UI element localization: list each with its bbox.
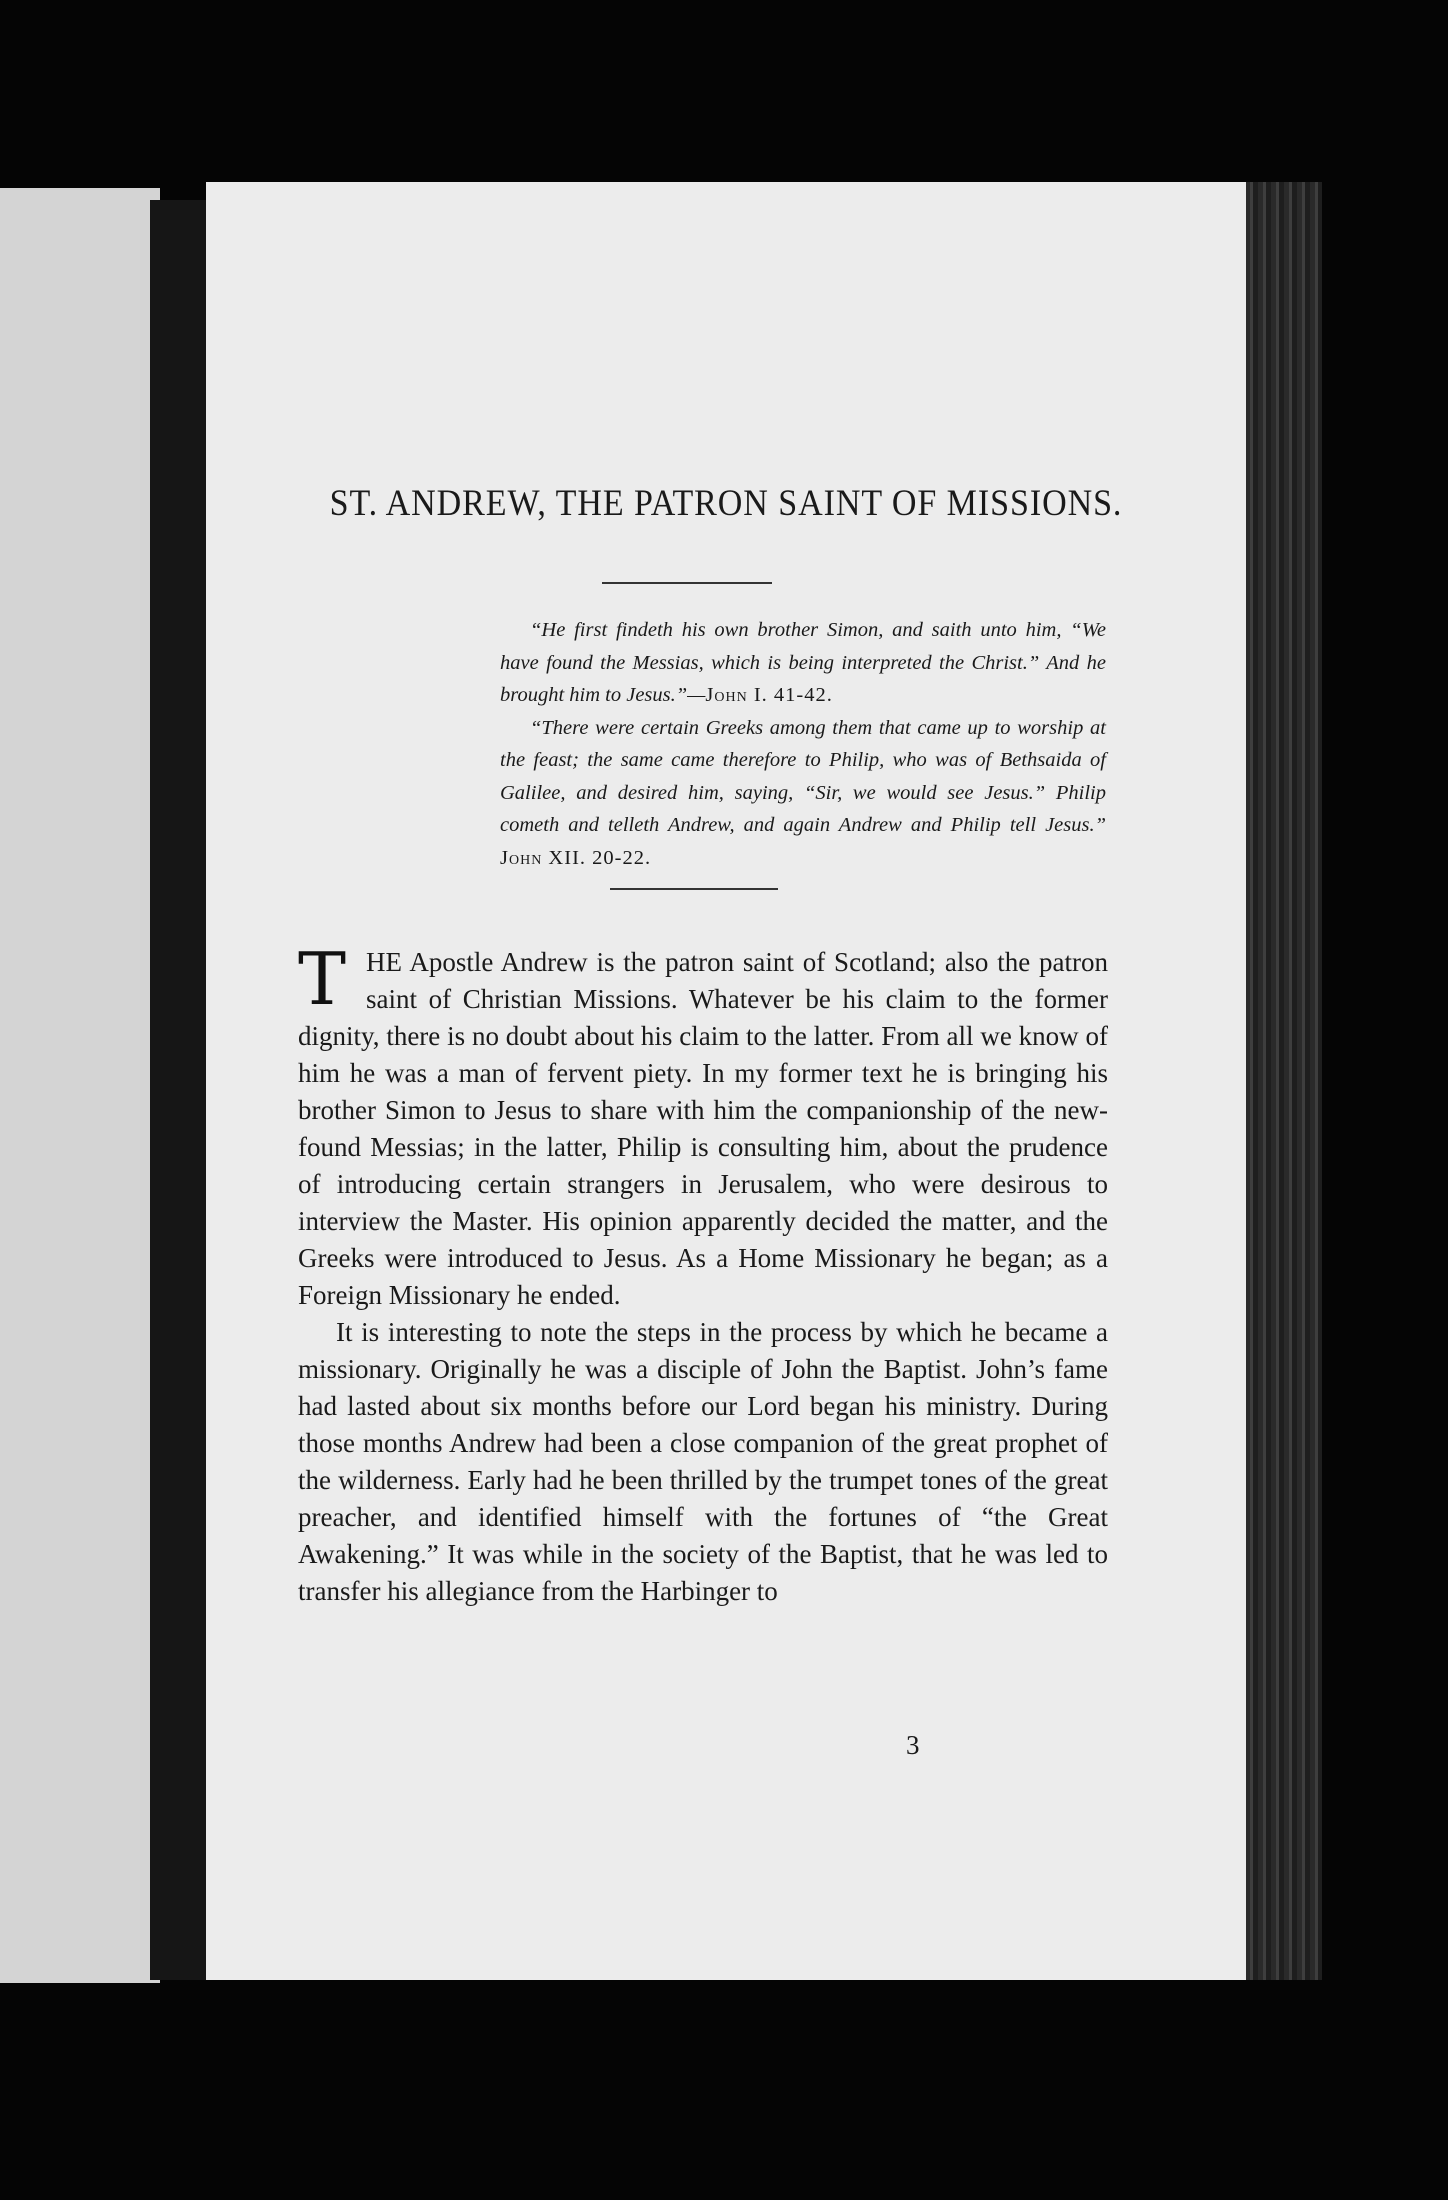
paragraph-1 — [298, 937, 1108, 1314]
epigraph — [500, 614, 1106, 874]
epigraph-quote-1 — [500, 614, 1106, 712]
paragraph-1-text: HE Apostle Andrew is the patron saint of Scotland; also the patron saint of Christian Missions. Whatever be his claim to the former dignity, there is no doubt about his claim to the latter. From all we know of him he was a man of fervent piety. In my former text he is bringing his brother Simon to Jesus to share with him the companionship of the new-found Messias; in the latter, Philip is consulting him, about the prudence of introducing certain strangers in Jerusalem, who were desirous to interview the Master. His opinion apparently decided the matter, and the Greeks were introduced to Jesus. As a Home Missionary he began; as a Foreign Missionary he ended. — [298, 947, 1108, 1310]
book-page — [206, 182, 1246, 1980]
facing-page — [0, 188, 160, 1983]
drop-cap: T — [298, 937, 347, 1021]
epigraph-quote-1-text: “He first findeth his own brother Simon, and saith unto him, “We have found the Messias, which is being interpreted the Christ.” And he brought him to Jesus.”— — [500, 619, 1106, 706]
paragraph-2: It is interesting to note the steps in the process by which he became a missionary. Originally he was a disciple of John the Baptist. John’s fame had lasted about six months before our Lord began his ministry. During those months Andrew had been a close companion of the great prophet of the wilderness. Early had he been thrilled by the trumpet tones of the great preacher, and identified himself with the fortunes of “the Great Awakening.” It was while in the society of the Baptist, that he was led to transfer his allegiance from the Harbinger to — [298, 1317, 1108, 1606]
title-rule — [602, 582, 772, 584]
epigraph-quote-2-ref: John XII. 20-22. — [500, 846, 652, 869]
body-text — [298, 937, 1108, 1610]
epigraph-quote-1-ref: John I. 41-42. — [705, 684, 833, 706]
epigraph-quote-2-text: “There were certain Greeks among them that came up to worship at the feast; the same came therefore to Philip, who was of Bethsaida of Galilee, and desired him, saying, “Sir, we would see Jesus.” Philip cometh and telleth Andrew, and again Andrew and Philip tell Jesus.” — [500, 716, 1106, 836]
epigraph-rule — [610, 888, 778, 890]
chapter-title: ST. ANDREW, THE PATRON SAINT OF MISSIONS. — [329, 483, 1123, 524]
epigraph-quote-2 — [500, 712, 1106, 875]
page-number: 3 — [906, 1730, 920, 1760]
